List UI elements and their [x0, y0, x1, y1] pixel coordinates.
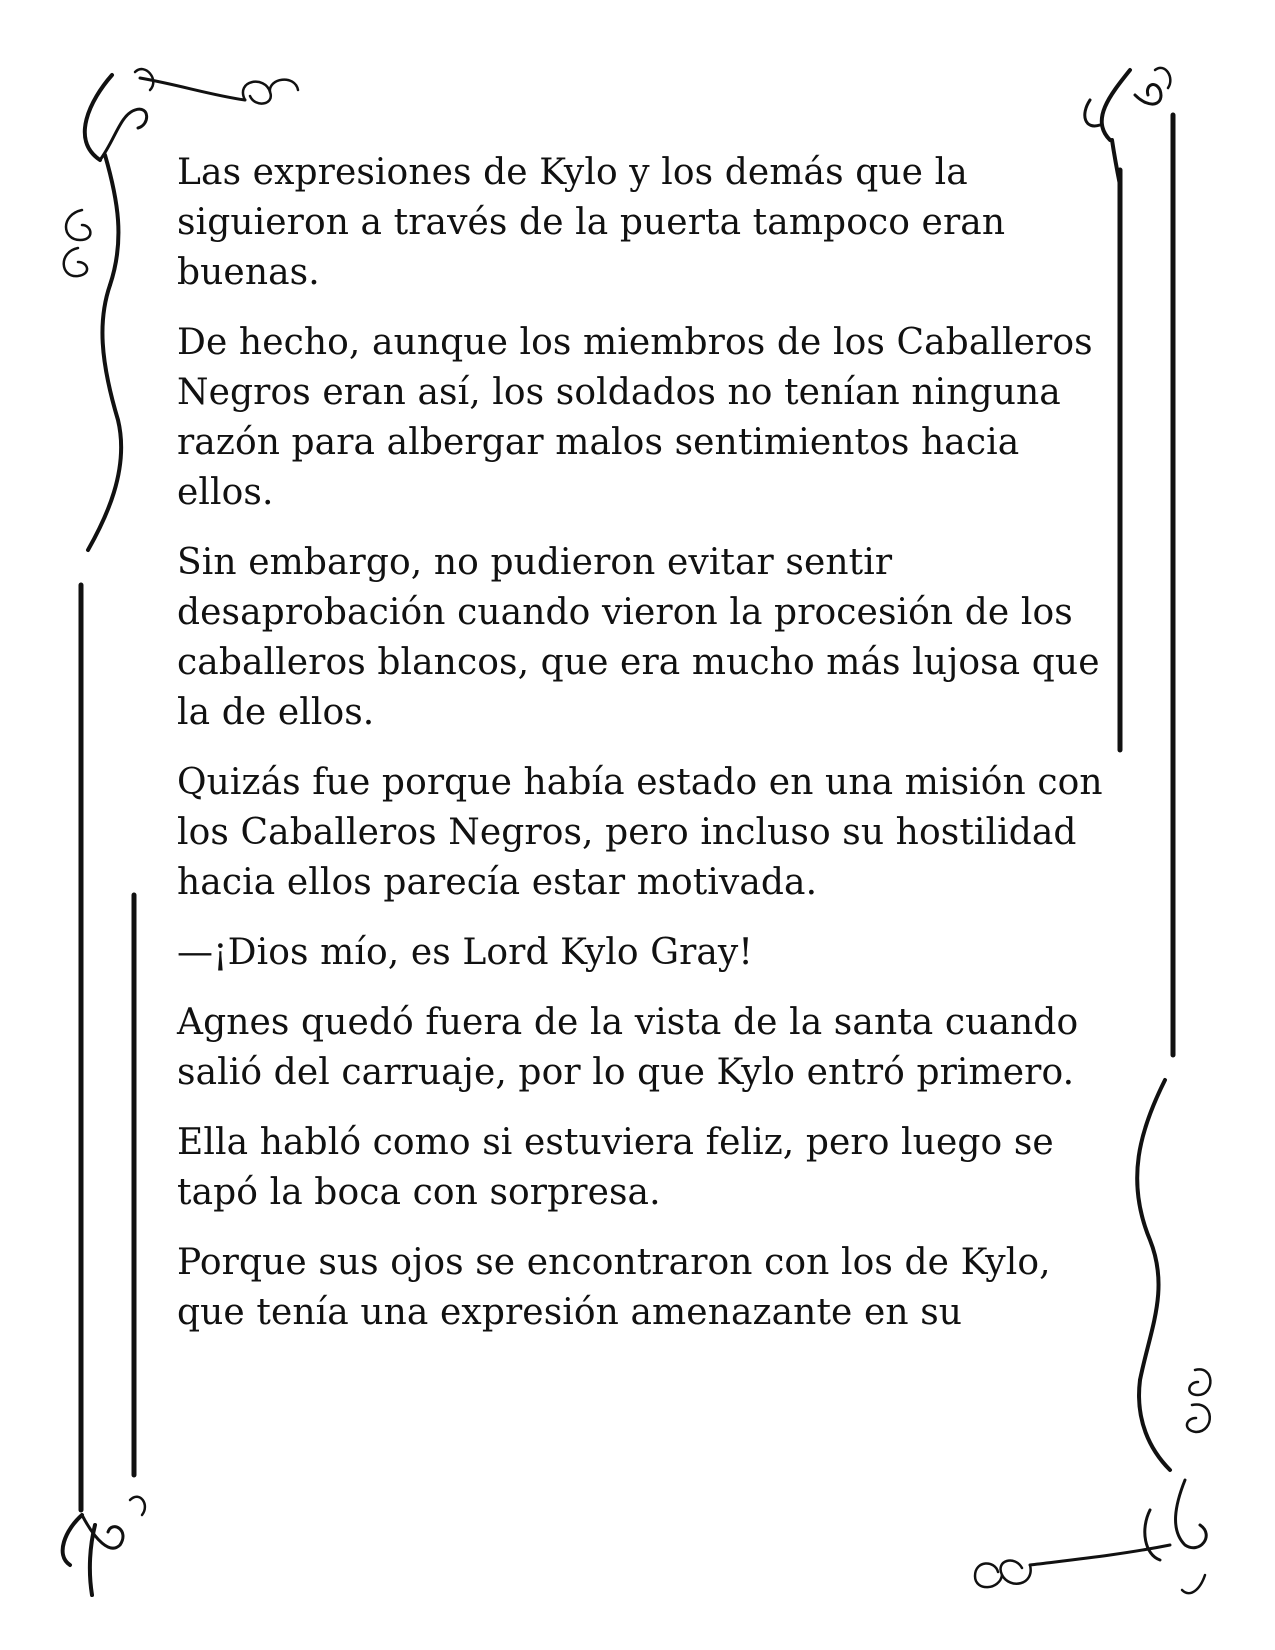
- story-text: [177, 148, 1107, 1358]
- paragraph: De hecho, aunque los miembros de los Caballeros Negros eran así, los soldados no tenían ninguna razón para albergar malos sentimientos hacia ellos.: [177, 322, 1093, 513]
- dialogue-line: —¡Dios mío, es Lord Kylo Gray!: [177, 932, 753, 973]
- paragraph: Porque sus ojos se encontraron con los de Kylo, que tenía una expresión amenazante en su: [177, 1242, 1051, 1333]
- paragraph: Sin embargo, no pudieron evitar sentir desaprobación cuando vieron la procesión de los caballeros blancos, que era mucho más lujosa que la de ellos.: [177, 542, 1100, 733]
- paragraph: Agnes quedó fuera de la vista de la santa cuando salió del carruaje, por lo que Kylo entró primero.: [177, 1002, 1079, 1093]
- paragraph: Ella habló como si estuviera feliz, pero luego se tapó la boca con sorpresa.: [177, 1122, 1054, 1213]
- paragraph: Quizás fue porque había estado en una misión con los Caballeros Negros, pero incluso su hostilidad hacia ellos parecía estar motivada.: [177, 762, 1103, 903]
- bottom-left-flourish-icon: [63, 1497, 145, 1595]
- paragraph: Las expresiones de Kylo y los demás que la siguieron a través de la puerta tampoco eran buenas.: [177, 152, 1006, 293]
